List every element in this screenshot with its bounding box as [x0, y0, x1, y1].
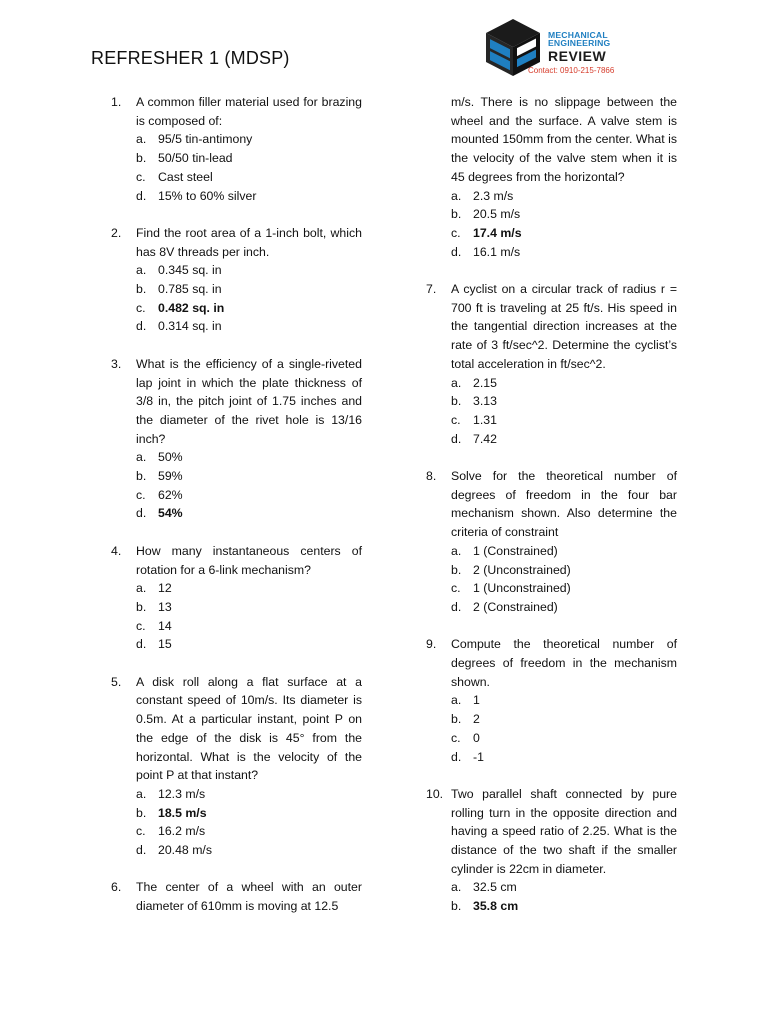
option-text: 3.13	[473, 394, 497, 409]
option-letter: c.	[451, 581, 461, 596]
question-6-options	[451, 187, 677, 262]
option-text: 50%	[158, 450, 183, 465]
option-2-2	[136, 280, 362, 299]
question-9	[426, 635, 677, 766]
option-7-1	[451, 374, 677, 393]
question-number: 10.	[426, 786, 444, 801]
option-letter: a.	[451, 880, 462, 895]
option-letter: d.	[136, 843, 147, 858]
answer-option-text: 18.5 m/s	[158, 805, 207, 820]
option-letter: b.	[136, 805, 147, 820]
question-number: 8.	[426, 469, 437, 484]
answer-option-text: 17.4 m/s	[473, 225, 522, 240]
option-6-1	[451, 187, 677, 206]
question-text: Compute the theoretical number of degrees of freedom in the mechanism shown.	[451, 637, 677, 689]
option-letter: b.	[451, 394, 462, 409]
option-letter: a.	[451, 543, 462, 558]
right-question-list	[426, 280, 677, 916]
question-1	[111, 93, 362, 205]
question-text: How many instantaneous centers of rotation for a 6-link mechanism?	[136, 543, 362, 577]
option-letter: d.	[451, 431, 462, 446]
option-text: 62%	[158, 487, 183, 502]
question-number: 9.	[426, 637, 437, 652]
question-number: 1.	[111, 95, 122, 109]
answer-option-text: 0.482 sq. in	[158, 300, 225, 315]
option-letter: b.	[136, 469, 147, 484]
right-column	[426, 93, 677, 935]
option-2-3	[136, 299, 362, 318]
option-letter: a.	[451, 188, 462, 203]
option-text: 2.15	[473, 375, 497, 390]
question-number: 5.	[111, 674, 122, 689]
option-6-2	[451, 205, 677, 224]
question-number: 3.	[111, 356, 122, 371]
option-text: Cast steel	[158, 169, 213, 184]
option-7-3	[451, 411, 677, 430]
option-letter: a.	[136, 581, 147, 596]
question-3	[111, 355, 362, 523]
option-text: 16.1 m/s	[473, 244, 521, 259]
option-text: 95/5 tin-antimony	[158, 132, 253, 147]
option-text: 7.42	[473, 431, 497, 446]
option-text: 32.5 cm	[473, 880, 517, 895]
option-4-2	[136, 598, 362, 617]
question-text: Solve for the theoretical number of degrees of freedom in the four bar mechanism shown. Also determine the criteria of constraint	[451, 469, 677, 540]
logo-line-2: ENGINEERING	[548, 38, 611, 48]
option-letter: c.	[136, 618, 146, 633]
option-letter: a.	[451, 693, 462, 708]
option-10-1	[451, 878, 677, 897]
question-text: What is the efficiency of a single-riveted lap joint in which the plate thickness of 3/8 in, the pitch joint of 1.75 inches and the diameter of the rivet hole is 13/16 inch?	[136, 356, 362, 446]
option-letter: a.	[136, 132, 147, 147]
option-letter: c.	[136, 169, 146, 184]
option-letter: a.	[136, 786, 147, 801]
option-9-3	[451, 729, 677, 748]
question-text: A common filler material used for brazing is composed of:	[136, 95, 362, 128]
option-letter: b.	[136, 151, 147, 166]
question-10	[426, 785, 677, 916]
option-5-4	[136, 841, 362, 860]
option-letter: a.	[136, 450, 147, 465]
question-number: 2.	[111, 225, 122, 240]
option-text: 2.3 m/s	[473, 188, 514, 203]
option-text: 2 (Constrained)	[473, 599, 558, 614]
question-4	[111, 542, 362, 654]
option-3-4	[136, 504, 362, 523]
option-letter: b.	[451, 562, 462, 577]
option-8-3	[451, 579, 677, 598]
option-letter: c.	[136, 487, 146, 502]
option-2-4	[136, 317, 362, 336]
logo-review-text: REVIEW	[548, 48, 607, 64]
option-7-2	[451, 392, 677, 411]
option-letter: c.	[136, 824, 146, 839]
option-1-1	[136, 130, 362, 149]
option-letter: c.	[451, 730, 461, 745]
option-8-1	[451, 542, 677, 561]
option-text: -1	[473, 749, 484, 764]
option-text: 50/50 tin-lead	[158, 151, 233, 166]
option-5-3	[136, 822, 362, 841]
option-1-2	[136, 149, 362, 168]
question-number: 7.	[426, 282, 437, 297]
option-text: 15	[158, 637, 172, 652]
option-8-4	[451, 598, 677, 617]
option-text: 0.314 sq. in	[158, 319, 222, 334]
option-letter: a.	[136, 263, 147, 278]
question-6	[111, 878, 362, 915]
question-text: A cyclist on a circular track of radius r = 700 ft is traveling at 25 ft/s. His speed in the tangential direction increases at the rate of 3 ft/sec^2. Determine the cyclist’s total acceleration in ft/sec^2.	[451, 282, 677, 371]
option-text: 13	[158, 599, 172, 614]
answer-option-text: 35.8 cm	[473, 899, 519, 914]
option-text: 1.31	[473, 412, 497, 427]
option-letter: c.	[451, 225, 461, 240]
option-5-1	[136, 785, 362, 804]
option-letter: d.	[451, 749, 462, 764]
option-text: 1	[473, 693, 480, 708]
option-text: 0	[473, 730, 480, 745]
option-text: 12.3 m/s	[158, 786, 206, 801]
option-3-3	[136, 486, 362, 505]
option-text: 0.785 sq. in	[158, 282, 222, 297]
option-text: 14	[158, 618, 172, 633]
option-letter: b.	[136, 599, 147, 614]
option-text: 1 (Unconstrained)	[473, 581, 571, 596]
logo-line-1: MECHANICAL	[548, 30, 608, 40]
option-letter: b.	[451, 712, 462, 727]
option-letter: c.	[451, 412, 461, 427]
option-text: 12	[158, 581, 172, 596]
question-8	[426, 467, 677, 617]
option-letter: d.	[136, 319, 147, 334]
option-text: 15% to 60% silver	[158, 188, 257, 203]
option-text: 59%	[158, 469, 183, 484]
option-letter: d.	[136, 637, 147, 652]
question-text: Find the root area of a 1-inch bolt, which has 8V threads per inch.	[136, 225, 362, 259]
option-9-1	[451, 691, 677, 710]
option-8-2	[451, 561, 677, 580]
option-7-4	[451, 430, 677, 449]
option-letter: d.	[136, 188, 147, 203]
left-column	[111, 93, 362, 935]
option-letter: c.	[136, 300, 146, 315]
option-4-3	[136, 617, 362, 636]
option-letter: b.	[451, 899, 462, 914]
option-letter: b.	[451, 207, 462, 222]
option-6-4	[451, 243, 677, 262]
option-4-1	[136, 579, 362, 598]
option-3-2	[136, 467, 362, 486]
option-5-2	[136, 804, 362, 823]
mechanical-engineering-review-logo	[482, 17, 615, 78]
option-10-2	[451, 897, 677, 916]
option-letter: a.	[451, 375, 462, 390]
option-letter: d.	[451, 599, 462, 614]
option-letter: d.	[451, 244, 462, 259]
option-1-3	[136, 168, 362, 187]
option-text: 1 (Constrained)	[473, 543, 558, 558]
question-6-continued-text: m/s. There is no slippage between the wheel and the surface. A valve stem is mounted 150mm from the center. What is the velocity of the valve stem when it is 45 degrees from the horizontal?	[451, 95, 677, 184]
option-4-4	[136, 635, 362, 654]
question-number: 6.	[111, 880, 122, 895]
question-2	[111, 224, 362, 336]
question-7	[426, 280, 677, 448]
question-text: Two parallel shaft connected by pure rolling turn in the opposite direction and having a speed ratio of 2.25. What is the distance of the two shaft if the smaller cylinder is 22cm in diameter.	[451, 786, 677, 876]
question-5	[111, 673, 362, 860]
logo-contact: Contact: 0910-215-7866	[528, 66, 614, 75]
question-6-continuation	[426, 93, 677, 261]
option-letter: d.	[136, 506, 147, 521]
option-6-3	[451, 224, 677, 243]
option-text: 0.345 sq. in	[158, 263, 222, 278]
option-2-1	[136, 261, 362, 280]
option-text: 16.2 m/s	[158, 824, 206, 839]
option-letter: b.	[136, 282, 147, 297]
answer-option-text: 54%	[158, 506, 183, 521]
question-number: 4.	[111, 543, 122, 558]
question-text: The center of a wheel with an outer diameter of 610mm is moving at 12.5	[136, 880, 362, 914]
page-title: REFRESHER 1 (MDSP)	[91, 48, 290, 68]
question-text: A disk roll along a flat surface at a constant speed of 10m/s. Its diameter is 0.5m. At a particular instant, point P on the edge of the disk is 45° from the horizontal. What is the velocity of the point P at that instant?	[136, 674, 362, 783]
option-text: 20.5 m/s	[473, 207, 521, 222]
option-9-2	[451, 710, 677, 729]
option-text: 20.48 m/s	[158, 843, 212, 858]
option-1-4	[136, 187, 362, 206]
option-text: 2	[473, 712, 480, 727]
option-9-4	[451, 748, 677, 767]
option-3-1	[136, 448, 362, 467]
option-text: 2 (Unconstrained)	[473, 562, 571, 577]
